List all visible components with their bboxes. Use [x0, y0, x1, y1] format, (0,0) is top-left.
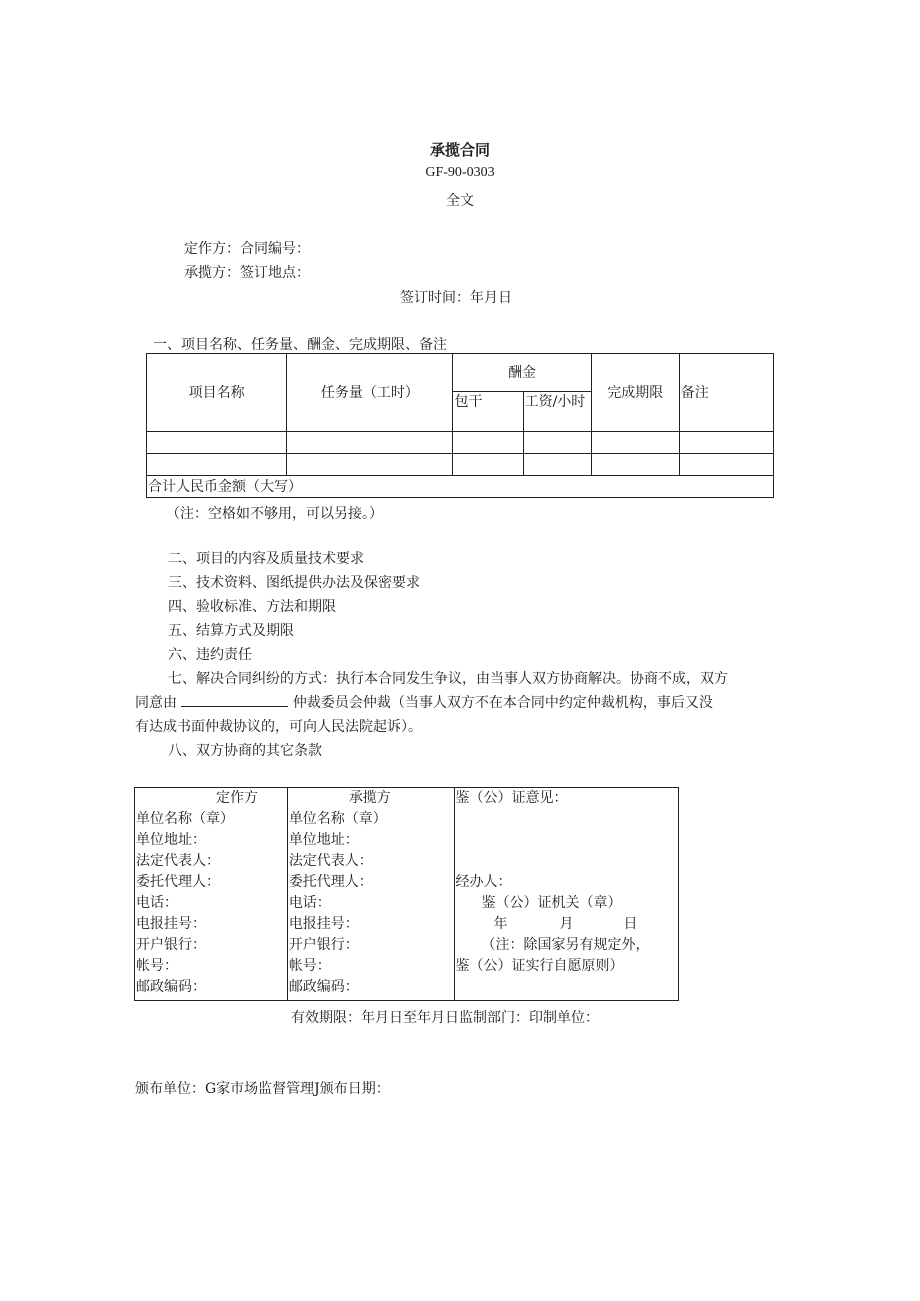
principal-column — [135, 788, 288, 1001]
date-month: 月 — [559, 916, 574, 932]
section-7-line-2-prefix: 同意由 — [135, 695, 177, 711]
col-task-amount: 任务量（工时） — [287, 354, 453, 432]
section-6: 六、违约责任 — [168, 647, 252, 663]
signature-table — [134, 787, 679, 1001]
field-phone: 电话： — [136, 895, 178, 911]
total-amount-row: 合计人民币金额（大写） — [147, 476, 774, 498]
field-phone: 电话： — [288, 895, 331, 911]
arbitration-blank — [181, 692, 288, 707]
signing-time: 签订时间：年月日 — [400, 290, 512, 306]
field-telegraph: 电报挂号： — [288, 916, 359, 932]
field-legal-rep: 法定代表人： — [288, 853, 373, 869]
section-8: 八、双方协商的其它条款 — [168, 743, 322, 759]
document-title: 承揽合同 — [429, 141, 490, 159]
section-7-line-3: 有达成书面仲裁协议的，可向人民法院起诉）。 — [135, 719, 422, 735]
table-cell — [453, 432, 523, 454]
field-telegraph: 电报挂号： — [136, 916, 206, 932]
date-day: 日 — [623, 916, 638, 932]
document-subtitle: 全文 — [446, 193, 474, 209]
field-postcode: 邮政编码： — [136, 979, 206, 995]
section-3: 三、技术资料、图纸提供办法及保密要求 — [168, 575, 420, 591]
table-cell — [523, 454, 591, 476]
table-cell — [591, 454, 679, 476]
notarization-date — [456, 914, 678, 935]
col-payment: 酬金 — [453, 354, 591, 392]
table-cell — [287, 454, 453, 476]
table-cell — [147, 454, 287, 476]
publish-line: 颁布单位：G家市场监督管理J颁布日期： — [135, 1081, 390, 1097]
field-account: 帐号： — [136, 958, 178, 974]
contractor-header: 承揽方 — [348, 790, 391, 806]
table-cell — [679, 432, 773, 454]
table-row — [147, 454, 774, 476]
field-unit-address: 单位地址： — [288, 832, 359, 848]
notarization-org: 鉴（公）证机关（章） — [481, 895, 622, 911]
section-4: 四、验收标准、方法和期限 — [168, 599, 336, 615]
field-account: 帐号： — [288, 958, 331, 974]
section-7-line-2 — [135, 692, 713, 712]
date-year: 年 — [493, 916, 508, 932]
notarization-handler: 经办人： — [455, 874, 512, 890]
table-cell — [679, 454, 773, 476]
field-unit-address: 单位地址： — [136, 832, 206, 848]
col-remarks: 备注 — [679, 354, 773, 432]
project-table — [146, 353, 774, 498]
table-cell — [453, 454, 523, 476]
field-bank: 开户银行： — [288, 937, 359, 953]
field-agent: 委托代理人： — [136, 874, 220, 890]
field-bank: 开户银行： — [136, 937, 206, 953]
table-cell — [591, 432, 679, 454]
field-agent: 委托代理人： — [288, 874, 373, 890]
field-legal-rep: 法定代表人： — [136, 853, 220, 869]
contractor-column — [287, 788, 454, 1001]
col-payment-lump: 包干 — [453, 392, 523, 432]
table-cell — [147, 432, 287, 454]
notarization-note-1: （注：除国家另有规定外， — [481, 937, 650, 953]
notarization-column — [454, 788, 679, 1001]
field-unit-name: 单位名称（章） — [288, 811, 387, 827]
field-postcode: 邮政编码： — [288, 979, 359, 995]
table-cell — [287, 432, 453, 454]
col-payment-hourly: 工资/小时 — [523, 392, 591, 432]
section-2: 二、项目的内容及质量技术要求 — [168, 551, 364, 567]
notarization-note-2: 鉴（公）证实行自愿原则） — [455, 958, 624, 974]
section-7-line-1: 七、解决合同纠纷的方式：执行本合同发生争议，由当事人双方协商解决。协商不成，双方 — [168, 671, 728, 687]
section-1-heading: 一、项目名称、任务量、酬金、完成期限、备注 — [153, 337, 447, 353]
section-7-line-2-suffix: 仲裁委员会仲裁（当事人双方不在本合同中约定仲裁机构，事后又没 — [292, 695, 713, 711]
document-code: GF-90-0303 — [425, 165, 495, 180]
field-unit-name: 单位名称（章） — [136, 811, 234, 827]
section-5: 五、结算方式及期限 — [168, 623, 294, 639]
col-deadline: 完成期限 — [591, 354, 679, 432]
principal-header: 定作方 — [216, 790, 258, 806]
col-project-name: 项目名称 — [147, 354, 287, 432]
notarization-title: 鉴（公）证意见： — [455, 790, 568, 806]
table-cell — [523, 432, 591, 454]
table-row — [147, 432, 774, 454]
party-line-2: 承揽方：签订地点： — [184, 265, 310, 281]
validity-line: 有效期限：年月日至年月日监制部门：印制单位： — [291, 1010, 599, 1026]
notarization-space — [456, 809, 678, 872]
party-line-1: 定作方：合同编号： — [184, 241, 310, 257]
table-note: （注：空格如不够用，可以另接。） — [166, 506, 383, 522]
